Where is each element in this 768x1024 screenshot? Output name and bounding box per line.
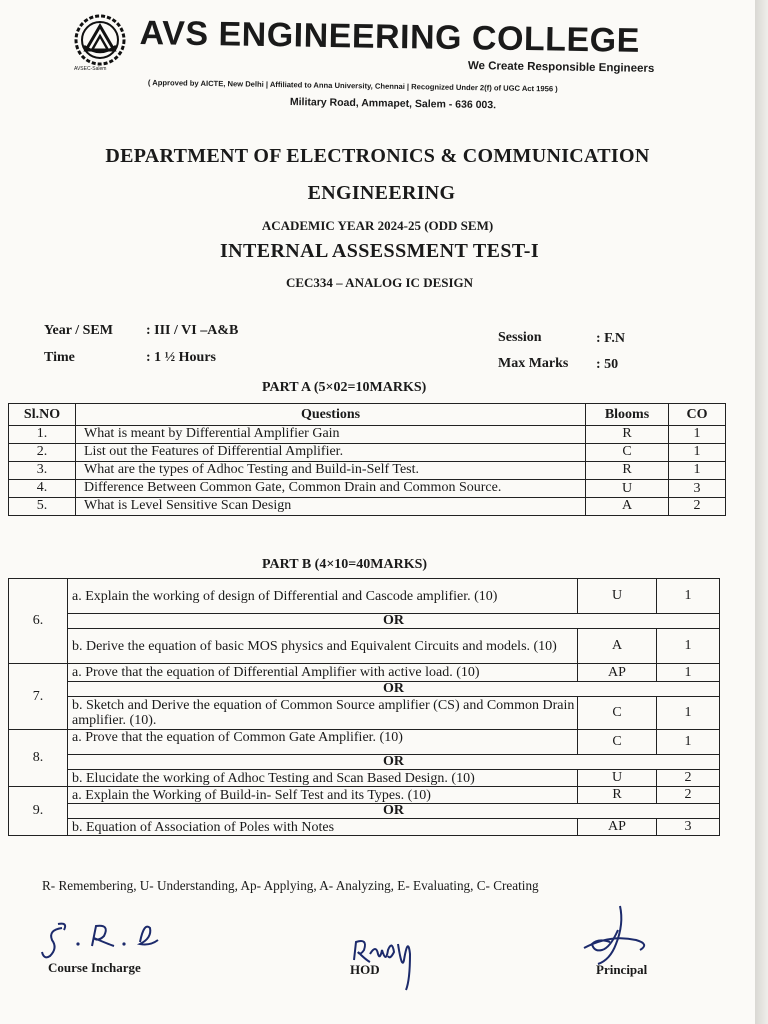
- header-co: CO: [669, 404, 726, 426]
- course-outcome: 1: [657, 629, 720, 664]
- question-number: 9.: [9, 787, 68, 836]
- part-b-title: PART B (4×10=40MARKS): [262, 557, 428, 572]
- table-row: [9, 426, 726, 444]
- blooms-legend: R- Remembering, U- Understanding, Ap- Applying, A- Analyzing, E- Evaluating, C- Creating: [42, 878, 539, 893]
- question-text: What are the types of Adhoc Testing and Build-in-Self Test.: [76, 462, 586, 480]
- part-b-table: [8, 578, 720, 836]
- blooms-level: A: [578, 629, 657, 664]
- logo-caption: AVSEC-Salem: [74, 66, 107, 72]
- course-outcome: 1: [657, 664, 720, 682]
- or-label: OR: [68, 614, 720, 629]
- session-label: Session: [498, 330, 542, 345]
- question-number: 5.: [9, 498, 76, 516]
- or-row: [9, 755, 720, 770]
- table-row: [9, 498, 726, 516]
- table-row: [9, 697, 720, 730]
- course-outcome: 1: [657, 697, 720, 730]
- approval-line: ( Approved by AICTE, New Delhi | Affiliated to Anna University, Chennai | Recognized Under 2(f) of UGC Act 1956 ): [147, 78, 558, 94]
- question-number: 6.: [9, 579, 68, 664]
- blooms-level: C: [586, 444, 669, 462]
- question-text: What is Level Sensitive Scan Design: [76, 498, 586, 516]
- college-logo-icon: [72, 12, 128, 68]
- course-outcome: 1: [669, 462, 726, 480]
- blooms-level: AP: [578, 819, 657, 836]
- table-row: [9, 462, 726, 480]
- blooms-level: A: [586, 498, 669, 516]
- part-a-title: PART A (5×02=10MARKS): [262, 380, 427, 395]
- test-title: INTERNAL ASSESSMENT TEST-I: [219, 240, 540, 262]
- college-address: Military Road, Ammapet, Salem - 636 003.: [289, 96, 497, 112]
- part-a-table: [8, 403, 726, 516]
- table-row: [9, 770, 720, 787]
- or-label: OR: [68, 682, 720, 697]
- blooms-level: AP: [578, 664, 657, 682]
- academic-year: ACADEMIC YEAR 2024-25 (ODD SEM): [261, 218, 494, 233]
- question-text: What is meant by Differential Amplifier Gain: [76, 426, 586, 444]
- table-row: [9, 787, 720, 804]
- time-label: Time: [44, 350, 75, 365]
- table-row: [9, 444, 726, 462]
- subject-title: CEC334 – ANALOG IC DESIGN: [285, 275, 474, 290]
- year-sem-value: : III / VI –A&B: [146, 323, 239, 338]
- college-name: AVS ENGINEERING COLLEGE: [139, 14, 641, 60]
- course-outcome: 2: [657, 770, 720, 787]
- year-sem-label: Year / SEM: [44, 323, 113, 338]
- table-row: [9, 664, 720, 682]
- course-outcome: 2: [669, 498, 726, 516]
- department-line-1: DEPARTMENT OF ELECTRONICS & COMMUNICATION: [105, 145, 650, 167]
- question-text: List out the Features of Differential Amplifier.: [76, 444, 586, 462]
- blooms-level: U: [578, 770, 657, 787]
- question-text: b. Elucidate the working of Adhoc Testing and Scan Based Design. (10): [68, 770, 578, 787]
- or-row: [9, 682, 720, 697]
- or-row: [9, 804, 720, 819]
- or-row: [9, 614, 720, 629]
- question-text: Difference Between Common Gate, Common Drain and Common Source.: [76, 480, 586, 498]
- course-outcome: 1: [657, 579, 720, 614]
- question-number: 4.: [9, 480, 76, 498]
- department-line-2: ENGINEERING: [307, 182, 456, 204]
- question-number: 3.: [9, 462, 76, 480]
- college-tagline: We Create Responsible Engineers: [467, 60, 655, 75]
- or-label: OR: [68, 804, 720, 819]
- hod-label: HOD: [350, 962, 380, 977]
- question-number: 8.: [9, 730, 68, 787]
- table-header-row: [9, 404, 726, 426]
- header-sl-no: Sl.NO: [9, 404, 76, 426]
- question-number: 1.: [9, 426, 76, 444]
- question-text: a. Explain the Working of Build-in- Self Test and its Types. (10): [68, 787, 578, 804]
- course-outcome: 1: [669, 444, 726, 462]
- blooms-level: U: [586, 480, 669, 498]
- session-value: : F.N: [596, 331, 626, 346]
- question-text: b. Sketch and Derive the equation of Common Source amplifier (CS) and Common Drain amplifier. (10).: [68, 697, 578, 730]
- course-incharge-label: Course Incharge: [48, 960, 141, 975]
- table-row: [9, 480, 726, 498]
- blooms-level: R: [586, 462, 669, 480]
- question-text: b. Derive the equation of basic MOS physics and Equivalent Circuits and models. (10): [68, 629, 578, 664]
- course-outcome: 3: [669, 480, 726, 498]
- max-marks-label: Max Marks: [498, 356, 569, 371]
- page-edge: [755, 0, 768, 1024]
- course-outcome: 3: [657, 819, 720, 836]
- table-row: [9, 819, 720, 836]
- blooms-level: U: [578, 579, 657, 614]
- course-incharge-signature-icon: [40, 918, 170, 962]
- time-value: : 1 ½ Hours: [146, 350, 216, 365]
- table-row: [9, 730, 720, 755]
- max-marks-value: : 50: [596, 357, 619, 372]
- question-text: a. Prove that the equation of Common Gate Amplifier. (10): [68, 730, 578, 755]
- header-questions: Questions: [76, 404, 586, 426]
- table-row: [9, 579, 720, 614]
- course-outcome: 1: [669, 426, 726, 444]
- question-text: a. Explain the working of design of Differential and Cascode amplifier. (10): [68, 579, 578, 614]
- table-row: [9, 629, 720, 664]
- question-text: a. Prove that the equation of Differential Amplifier with active load. (10): [68, 664, 578, 682]
- blooms-level: C: [578, 697, 657, 730]
- question-number: 7.: [9, 664, 68, 730]
- course-outcome: 1: [657, 730, 720, 755]
- or-label: OR: [68, 755, 720, 770]
- question-number: 2.: [9, 444, 76, 462]
- blooms-level: R: [586, 426, 669, 444]
- blooms-level: C: [578, 730, 657, 755]
- principal-label: Principal: [596, 962, 648, 977]
- blooms-level: R: [578, 787, 657, 804]
- question-text: b. Equation of Association of Poles with Notes: [68, 819, 578, 836]
- course-outcome: 2: [657, 787, 720, 804]
- header-blooms: Blooms: [586, 404, 669, 426]
